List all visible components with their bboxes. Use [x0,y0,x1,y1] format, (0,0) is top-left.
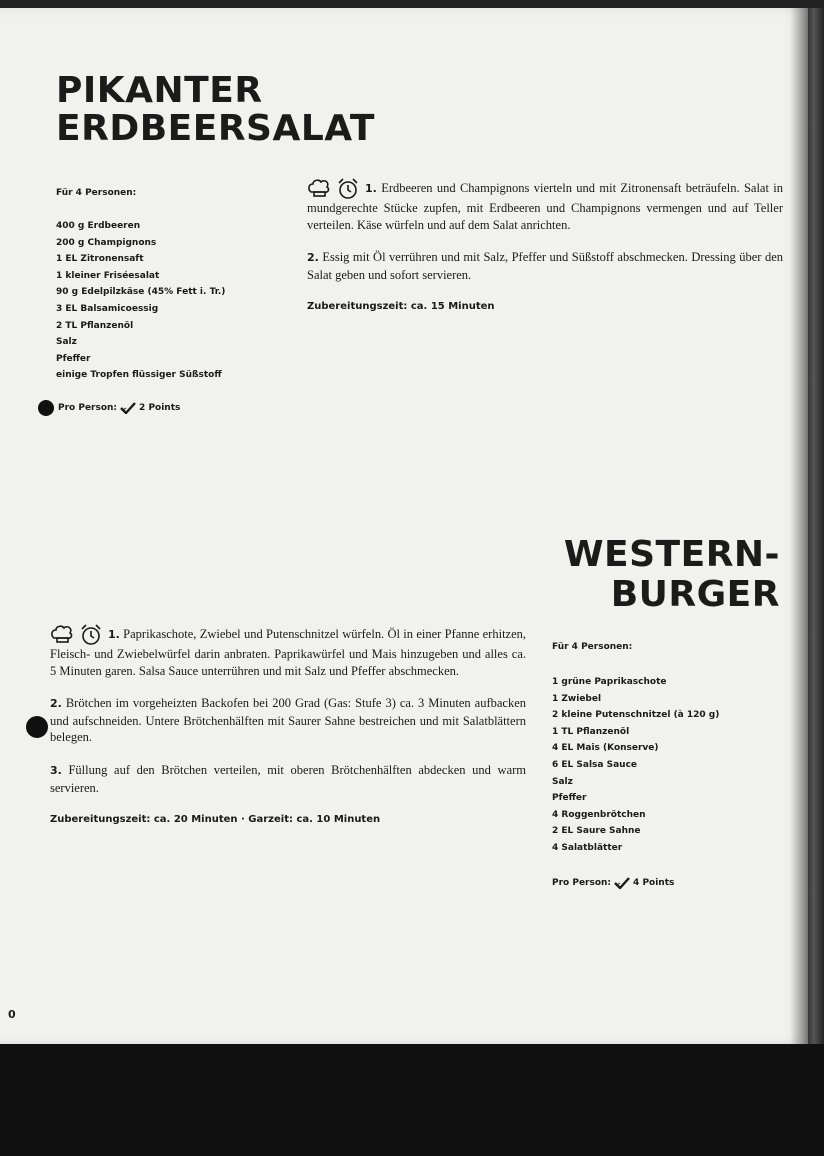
recipe1-step-1-text: Erdbeeren und Champignons vierteln und mit Zitronensaft beträufeln. Salat in mundgerechte Stücke zupfen, mit Erdbeeren und Champignons vermengen und auf Teller verteilen. Käse würfeln und auf dem Salat anrichten. [307,181,783,232]
recipe1-step-2-text: Essig mit Öl verrühren und mit Salz, Pfeffer und Süßstoff abschmecken. Dressing über den Salat geben und sofort servieren. [307,250,783,282]
ingredient-item: 4 Roggenbrötchen [552,809,646,820]
recipe1-title-line1: PIKANTER [56,70,263,111]
ingredient-item: Salz [56,337,77,348]
alarm-clock-icon [337,178,359,200]
ingredient-item: 1 kleiner Friséesalat [56,270,160,281]
ingredient-item: 400 g Erdbeeren [56,221,141,231]
easy-chef-hat-icon [50,624,74,644]
recipe2-title [564,535,780,615]
ingredient-item: einige Tropfen flüssiger Süßstoff [56,370,222,381]
recipe1-points [38,400,180,416]
ingredient-item: 2 kleine Putenschnitzel (à 120 g) [552,710,720,721]
recipe1-step-1 [307,178,783,233]
recipe2-points [552,877,674,889]
ingredient-item: 1 grüne Paprikaschote [552,677,667,687]
recipe2-step-3-number: 3. [50,763,62,777]
recipe2-step-1-text: Paprikaschote, Zwiebel und Putenschnitzel würfeln. Öl in einer Pfanne erhitzen, Fleisch- und Zwiebelwürfel darin anbraten. Paprikawürfel und Mais hinzugeben und alles ca. 5 Minuten garen. Salsa Sauce unterrühren und mit Salz und Pfeffer abschmecken. [50,627,527,678]
recipe2-step-3 [50,762,526,796]
recipe2-ingredients [552,642,782,857]
cookbook-page [0,8,808,1044]
recipe2-steps [50,624,526,829]
ingredient-item: 2 TL Pflanzenöl [56,320,134,331]
recipe1-prep-time: Zubereitungszeit: ca. 15 Minuten [307,301,495,313]
alarm-clock-icon [80,624,102,646]
checkmark-icon [614,877,630,889]
ingredient-item: 6 EL Salsa Sauce [552,759,638,770]
ingredient-item: Pfeffer [552,793,587,804]
ingredient-item: 1 TL Pflanzenöl [552,726,630,737]
recipe2-step-2-text: Brötchen im vorgeheizten Backofen bei 200 Grad (Gas: Stufe 3) ca. 3 Minuten aufbacken und aufschneiden. Untere Brötchenhälften mit Saurer Sahne bestreichen und mit Salatblättern belegen. [50,696,526,745]
page-number: 0 [8,1008,16,1021]
checkmark-icon [120,402,136,414]
ingredient-item: 1 EL Zitronensaft [56,254,144,265]
recipe1-points-value: 2 Points [139,403,181,413]
recipe2-prep-time: Zubereitungszeit: ca. 20 Minuten · Garzeit: ca. 10 Minuten [50,814,381,826]
recipe1-ingredient-list [56,218,286,384]
recipe1-step-2-number: 2. [307,251,319,265]
recipe1-title-line2: ERDBEERSALAT [56,108,375,149]
recipe2-ingredient-list [552,674,782,857]
bullet-dot-icon [38,400,54,416]
easy-chef-hat-icon [307,178,331,198]
scan-bottom-border [0,1044,824,1156]
recipe2-step-2-number: 2. [50,697,62,711]
scan-top-border [0,0,824,8]
recipe2-serves: Für 4 Personen: [552,642,633,652]
recipe2-title-line2: BURGER [610,574,780,615]
ingredient-item: 4 EL Mais (Konserve) [552,743,659,754]
ingredient-item: 2 EL Saure Sahne [552,826,641,837]
recipe1-title [56,72,375,148]
recipe2-points-label: Pro Person: [552,878,612,888]
page-edge-shadow [790,8,824,1058]
recipe1-ingredients [56,188,286,384]
recipe2-step-1 [50,624,526,679]
recipe2-title-line1: WESTERN- [563,534,780,575]
ingredient-item: 3 EL Balsamicoessig [56,303,159,314]
ingredient-item: 90 g Edelpilzkäse (45% Fett i. Tr.) [56,287,226,298]
ingredient-item: 200 g Champignons [56,237,157,248]
ingredient-item: Pfeffer [56,353,91,364]
recipe2-step-1-number: 1. [108,628,120,641]
recipe1-serves: Für 4 Personen: [56,188,137,198]
recipe2-points-value: 4 Points [633,878,675,888]
recipe1-step-2 [307,249,783,283]
recipe1-points-label: Pro Person: [58,403,118,413]
ingredient-item: 4 Salatblätter [552,842,623,853]
recipe2-step-3-text: Füllung auf den Brötchen verteilen, mit oberen Brötchenhälften abdecken und warm servieren. [50,762,527,795]
ingredient-item: Salz [552,776,573,787]
ingredient-item: 1 Zwiebel [552,693,602,704]
bullet-dot-icon [26,716,48,738]
recipe1-step-1-number: 1. [365,182,377,195]
recipe2-step-2 [50,695,526,746]
recipe1-steps [307,178,783,316]
